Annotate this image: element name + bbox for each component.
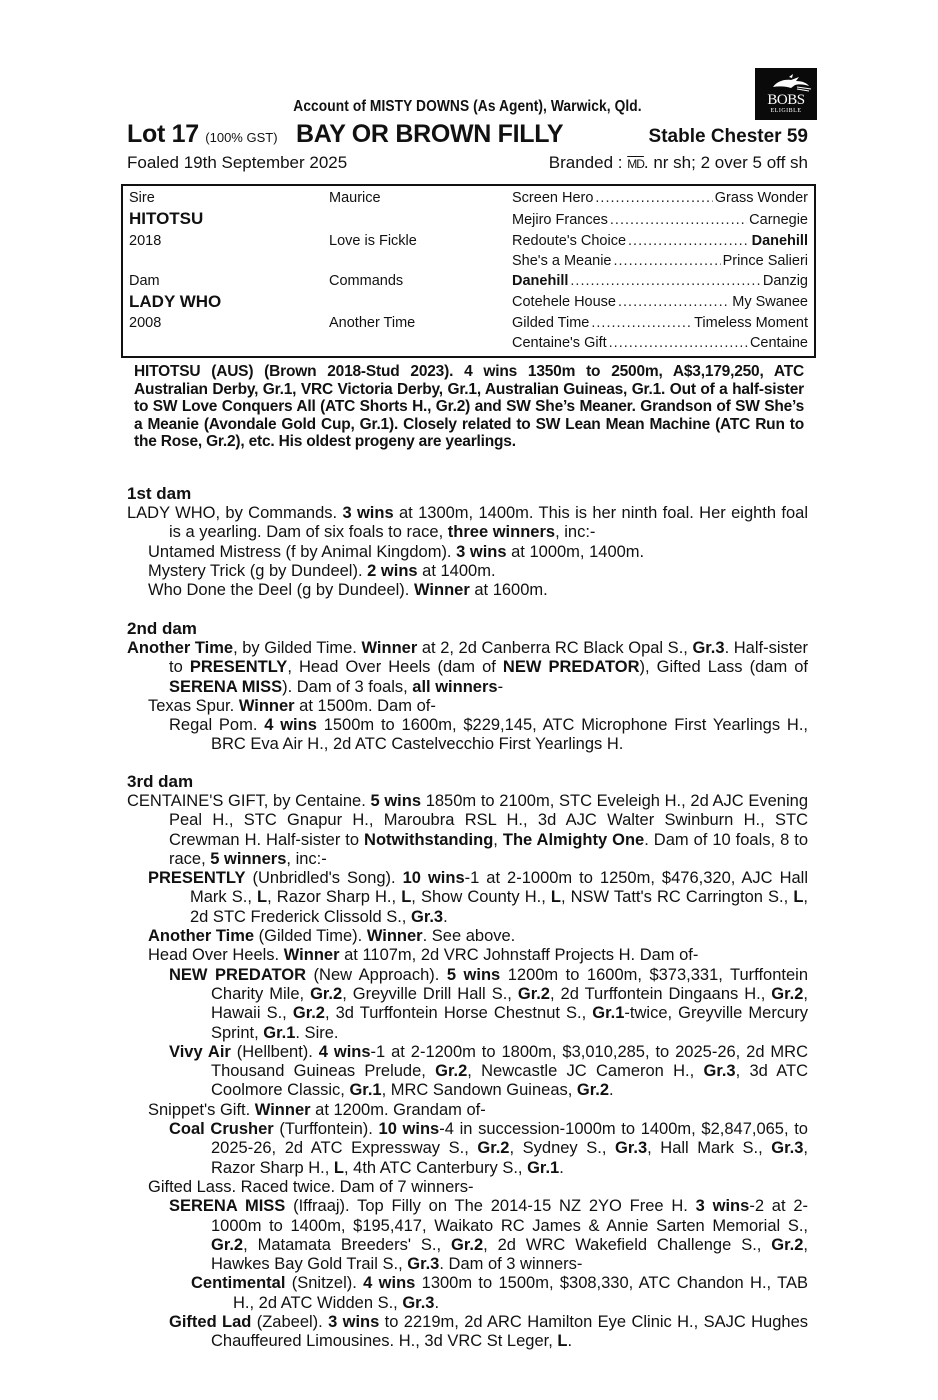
brand-mark-icon: $\overline{MD}$: [627, 157, 644, 171]
pedigree-entry: Gifted Lass. Raced twice. Dam of 7 winners-: [148, 1177, 474, 1196]
dam-label: Dam: [129, 273, 160, 289]
branded-label: Branded :: [548, 153, 628, 172]
second-dam-section: [127, 619, 808, 755]
foaled-date: Foaled 19th September 2025: [127, 153, 348, 172]
brand-info: [549, 153, 808, 173]
gen3-row: Danehill ..... Danzig: [512, 271, 808, 291]
lot-number: Lot 17: [127, 120, 199, 148]
gen3-row: Centaine's Gift ..... Centaine: [512, 333, 808, 353]
bobs-eligible-logo: [755, 68, 817, 120]
sire-sire: Maurice: [329, 190, 381, 206]
pedigree-entry: SERENA MISS (Iffraaj). Top Filly on The 2014-15 NZ 2YO Free H. 3 wins-2 at 2-1000m to 1400m, $195,417, Waikato RC James & Annie Sarten Memorial S., Gr.2, Matamata Breeders' S., Gr.2, 2d WRC Wakefield Challenge S., Gr.2, Hawkes Bay Gold Trail S., Gr.3. Dam of 3 winners-: [169, 1197, 809, 1274]
pedigree-entry: Another Time (Gilded Time). Winner. See above.: [148, 927, 516, 946]
pedigree-entry: Texas Spur. Winner at 1500m. Dam of-: [148, 696, 436, 715]
sire-year: 2018: [129, 233, 162, 249]
dam-name: LADY WHO: [129, 292, 222, 311]
branded-rest: . nr sh; 2 over 5 off sh: [643, 153, 808, 172]
gen3-row: Gilded Time ..... Timeless Moment: [512, 313, 808, 333]
pedigree-entry: Untamed Mistress (f by Animal Kingdom). 3 wins at 1000m, 1400m.: [148, 542, 645, 561]
pedigree-entry: Centimental (Snitzel). 4 wins 1300m to 1500m, $308,330, ATC Chandon H., TAB H., 2d ATC Widden S., Gr.3.: [191, 1274, 808, 1312]
sire-dam: Love is Fickle: [329, 233, 417, 249]
dam-dam: Another Time: [329, 315, 416, 331]
pedigree-entry: Coal Crusher (Turffontein). 10 wins-4 in succession-1000m to 1400m, $2,847,065, to 2025-26, 2d ATC Expressway S., Gr.2, Sydney S., Gr.3, Hall Mark S., Gr.3, Razor Sharp H., L, 4th ATC Canterbury S., Gr.1.: [169, 1120, 808, 1177]
gen3-row: Cotehele House ..... My Swanee: [512, 292, 808, 312]
pedigree-entry: CENTAINE'S GIFT, by Centaine. 5 wins 1850m to 2100m, STC Eveleigh H., 2d AJC Evening Peal H., STC Gnapur H., Maroubra RSL H., 3d AJC Walter Swinburn H., STC Crewman H. Half-sister to Notwithstanding, The Almighty One. Dam of 10 foals, 8 to race, 5 winners, inc:-: [127, 792, 809, 868]
first-dam-heading: 1st dam: [127, 484, 192, 503]
pedigree-entry: Who Done the Deel (g by Dundeel). Winner at 1600m.: [148, 581, 548, 600]
vendor-account: Account of MISTY DOWNS (As Agent), Warwick, Qld.: [293, 98, 642, 115]
first-dam-entries: [127, 504, 808, 600]
gen3-row: Screen Hero ..... Grass Wonder: [512, 188, 808, 208]
second-dam-heading: 2nd dam: [127, 619, 197, 638]
sire-label: Sire: [129, 190, 155, 206]
pedigree-entry: Snippet's Gift. Winner at 1200m. Grandam of-: [148, 1100, 486, 1119]
pedigree-table: [121, 184, 816, 358]
dam-year: 2008: [129, 315, 162, 331]
pedigree-entry: Mystery Trick (g by Dundeel). 2 wins at 1400m.: [148, 561, 496, 580]
pedigree-entry: Gifted Lad (Zabeel). 3 wins to 2219m, 2d ARC Hamilton Eye Clinic H., SAJC Hughes Chauffeured Limousines. H., 3d VRC St Leger, L.: [169, 1313, 808, 1351]
third-dam-section: [127, 772, 808, 1352]
sire-summary: HITOTSU (AUS) (Brown 2018-Stud 2023). 4 wins 1350m to 2500m, A$3,179,250, ATC Australian Derby, Gr.1, VRC Victoria Derby, Gr.1, Australian Guineas, Gr.1. Out of a half-sister to SW Love Conquers All (ATC Shorts H., Gr.2) and SW She’s Meaner. Grandson of SW She’s a Meanie (Avondale Gold Cup, Gr.1). Closely related to SW Lean Mean Machine (ATC Run to the Rose, Gr.2), etc. His oldest progeny are yearlings.: [134, 363, 804, 450]
horse-head-icon: [755, 72, 817, 92]
pedigree-entry: Another Time, by Gilded Time. Winner at 2, 2d Canberra RC Black Opal S., Gr.3. Half-sister to PRESENTLY, Head Over Heels (dam of NEW PREDATOR), Gifted Lass (dam of SERENA MISS). Dam of 3 foals, all winners-: [127, 639, 808, 696]
pedigree-entry: Regal Pom. 4 wins 1500m to 1600m, $229,145, ATC Microphone First Yearlings H., BRC Eva Air H., 2d ATC Castelvecchio First Yearlings H.: [169, 716, 808, 754]
first-dam-section: [127, 484, 808, 600]
pedigree-entry: NEW PREDATOR (New Approach). 5 wins 1200m to 1600m, $373,331, Turffontein Charity Mile, Gr.2, Greyville Drill Hall S., Gr.2, 2d Turffontein Dingaans H., Gr.2, Hawaii S., Gr.2, 3d Turffontein Horse Chestnut S., Gr.1-twice, Greyville Mercury Sprint, Gr.1. Sire.: [169, 965, 809, 1042]
sire-name: HITOTSU: [129, 209, 204, 228]
gst-note: (100% GST): [205, 130, 278, 145]
logo-eligible-text: ELIGIBLE: [770, 108, 802, 114]
pedigree-entry: Head Over Heels. Winner at 1107m, 2d VRC Johnstaff Projects H. Dam of-: [148, 946, 699, 965]
logo-bobs-text: BOBS: [767, 92, 805, 108]
pedigree-entry: PRESENTLY (Unbridled's Song). 10 wins-1 at 2-1000m to 1250m, $476,320, AJC Hall Mark S., L, Razor Sharp H., L, Show County H., L, NSW Tatt's RC Carrington S., L, 2d STC Frederick Clissold S., Gr.3.: [148, 869, 809, 926]
third-dam-heading: 3rd dam: [127, 772, 194, 791]
dam-sire: Commands: [329, 273, 404, 289]
lot-header: [127, 120, 808, 150]
gen3-row: Redoute's Choice ..... Danehill: [512, 231, 808, 251]
lot-description: BAY OR BROWN FILLY: [295, 120, 564, 148]
gen3-row: Mejiro Frances ..... Carnegie: [512, 210, 808, 230]
third-dam-entries: [127, 792, 808, 1352]
stable-location: Stable Chester 59: [648, 126, 808, 147]
pedigree-entry: LADY WHO, by Commands. 3 wins at 1300m, 1400m. This is her ninth foal. Her eighth foal is a yearling. Dam of six foals to race, three winners, inc:-: [127, 504, 808, 542]
pedigree-entry: Vivy Air (Hellbent). 4 wins-1 at 2-1200m to 1800m, $3,010,285, to 2025-26, 2d MRC Thousand Guineas Prelude, Gr.2, Newcastle JC Cameron H., Gr.3, 3d ATC Coolmore Classic, Gr.1, MRC Sandown Guineas, Gr.2.: [169, 1042, 809, 1100]
second-dam-entries: [127, 639, 808, 755]
gen3-row: She's a Meanie ..... Prince Salieri: [512, 251, 808, 271]
